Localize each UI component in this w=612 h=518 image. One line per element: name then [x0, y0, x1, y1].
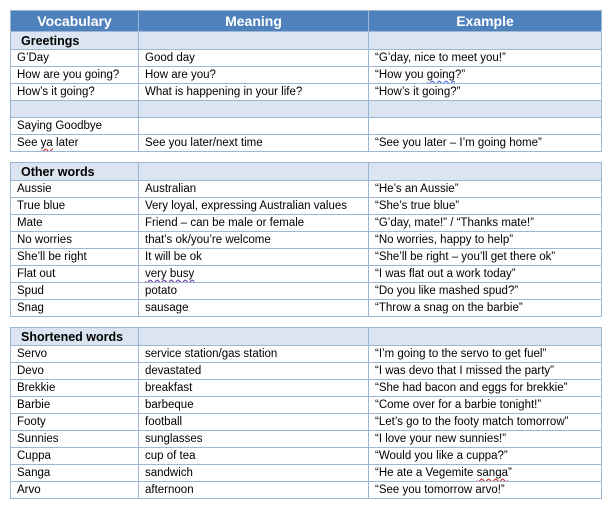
example-cell: “No worries, happy to help”: [369, 232, 602, 249]
meaning-cell: Good day: [139, 50, 369, 67]
word-cell: Arvo: [11, 482, 139, 499]
meaning-cell: football: [139, 414, 369, 431]
meaning-cell: potato: [139, 283, 369, 300]
table-row: [11, 482, 602, 499]
table-row: [11, 215, 602, 232]
section-title: Other words: [11, 163, 139, 181]
word-cell: Snag: [11, 300, 139, 317]
word-cell: No worries: [11, 232, 139, 249]
meaning-cell: cup of tea: [139, 448, 369, 465]
vocabulary-table: [10, 10, 602, 499]
example-text: ”: [508, 467, 512, 479]
example-column-header: Example: [369, 11, 602, 32]
table-row: [11, 465, 602, 482]
word-cell: Brekkie: [11, 380, 139, 397]
table-row: [11, 300, 602, 317]
table-row: [11, 50, 602, 67]
word-cell: Spud: [11, 283, 139, 300]
meaning-cell: barbeque: [139, 397, 369, 414]
word-cell: Sunnies: [11, 431, 139, 448]
meaning-cell: breakfast: [139, 380, 369, 397]
example-cell: “I’m going to the servo to get fuel”: [369, 346, 602, 363]
word-cell: Flat out: [11, 266, 139, 283]
meaning-cell: What is happening in your life?: [139, 84, 369, 101]
table-row: [11, 346, 602, 363]
section-spacer: [11, 317, 602, 328]
word-cell: Barbie: [11, 397, 139, 414]
meaning-cell: Very loyal, expressing Australian values: [139, 198, 369, 215]
example-cell: “See you later – I’m going home”: [369, 135, 602, 152]
section-header-greetings: [11, 32, 602, 50]
word-cell: She’ll be right: [11, 249, 139, 266]
example-cell: “Throw a snag on the barbie”: [369, 300, 602, 317]
example-cell: “G’day, nice to meet you!”: [369, 50, 602, 67]
table-row: [11, 198, 602, 215]
example-cell: “He’s an Aussie”: [369, 181, 602, 198]
word-cell: Aussie: [11, 181, 139, 198]
word-cell: Cuppa: [11, 448, 139, 465]
example-cell: “She’ll be right – you’ll get there ok”: [369, 249, 602, 266]
meaning-cell: Australian: [139, 181, 369, 198]
table-row: [11, 363, 602, 380]
table-row: [11, 67, 602, 84]
meaning-cell: Friend – can be male or female: [139, 215, 369, 232]
example-cell: “I love your new sunnies!”: [369, 431, 602, 448]
table-row: [11, 232, 602, 249]
table-row: [11, 84, 602, 101]
meaning-cell: that’s ok/you’re welcome: [139, 232, 369, 249]
example-cell: “How’s it going?”: [369, 84, 602, 101]
header-row: [11, 11, 602, 32]
example-cell: “Let’s go to the footy match tomorrow”: [369, 414, 602, 431]
table-row: [11, 414, 602, 431]
table-row: [11, 249, 602, 266]
meaning-cell: service station/gas station: [139, 346, 369, 363]
example-cell: “Come over for a barbie tonight!”: [369, 397, 602, 414]
example-text: “He ate a Vegemite: [375, 467, 477, 479]
meaning-cell: [139, 266, 369, 283]
word-cell: Sanga: [11, 465, 139, 482]
table-row: [11, 266, 602, 283]
meaning-column-header: Meaning: [139, 11, 369, 32]
grammar-flagged-word: very busy: [145, 268, 195, 280]
word-cell: Servo: [11, 346, 139, 363]
meaning-cell: sandwich: [139, 465, 369, 482]
spelling-flagged-word: ya: [40, 137, 53, 149]
word-cell: How are you going?: [11, 67, 139, 84]
vocabulary-column-header: Vocabulary: [11, 11, 139, 32]
example-cell: “She had bacon and eggs for brekkie”: [369, 380, 602, 397]
section-title: Greetings: [11, 32, 139, 50]
table-row: [11, 135, 602, 152]
example-cell: “G’day, mate!” / “Thanks mate!”: [369, 215, 602, 232]
word-text: later: [52, 137, 79, 149]
table-row: [11, 448, 602, 465]
word-cell: Footy: [11, 414, 139, 431]
section-spacer: [11, 152, 602, 163]
word-cell: Devo: [11, 363, 139, 380]
word-cell: Mate: [11, 215, 139, 232]
table-row: [11, 380, 602, 397]
example-cell: [369, 67, 602, 84]
meaning-cell: sausage: [139, 300, 369, 317]
example-cell: “Do you like mashed spud?”: [369, 283, 602, 300]
word-cell: How’s it going?: [11, 84, 139, 101]
example-cell: “I was flat out a work today”: [369, 266, 602, 283]
meaning-cell: devastated: [139, 363, 369, 380]
meaning-cell: sunglasses: [139, 431, 369, 448]
table-row: [11, 181, 602, 198]
table-row: [11, 397, 602, 414]
section-header-shortened-words: [11, 328, 602, 346]
word-cell: G’Day: [11, 50, 139, 67]
example-text: “How you: [375, 69, 427, 81]
meaning-cell: See you later/next time: [139, 135, 369, 152]
spelling-flagged-word: sanga: [476, 467, 508, 479]
example-cell: “I was devo that I missed the party”: [369, 363, 602, 380]
section-title: Shortened words: [11, 328, 139, 346]
meaning-cell: How are you?: [139, 67, 369, 84]
word-cell: True blue: [11, 198, 139, 215]
meaning-cell: afternoon: [139, 482, 369, 499]
grammar-flagged-word: going: [426, 69, 455, 81]
word-cell: [11, 135, 139, 152]
example-cell: “Would you like a cuppa?”: [369, 448, 602, 465]
table-row: [11, 431, 602, 448]
example-cell: “She’s true blue”: [369, 198, 602, 215]
subheading-cell: Saying Goodbye: [11, 118, 139, 135]
example-cell: [369, 465, 602, 482]
section-header-other-words: [11, 163, 602, 181]
example-cell: “See you tomorrow arvo!”: [369, 482, 602, 499]
blank-row: [11, 101, 602, 118]
example-text: ?”: [454, 69, 466, 81]
subheading-row: [11, 118, 602, 135]
word-text: See: [17, 137, 41, 149]
table-row: [11, 283, 602, 300]
vocabulary-table-sheet: [10, 10, 601, 499]
meaning-cell: It will be ok: [139, 249, 369, 266]
